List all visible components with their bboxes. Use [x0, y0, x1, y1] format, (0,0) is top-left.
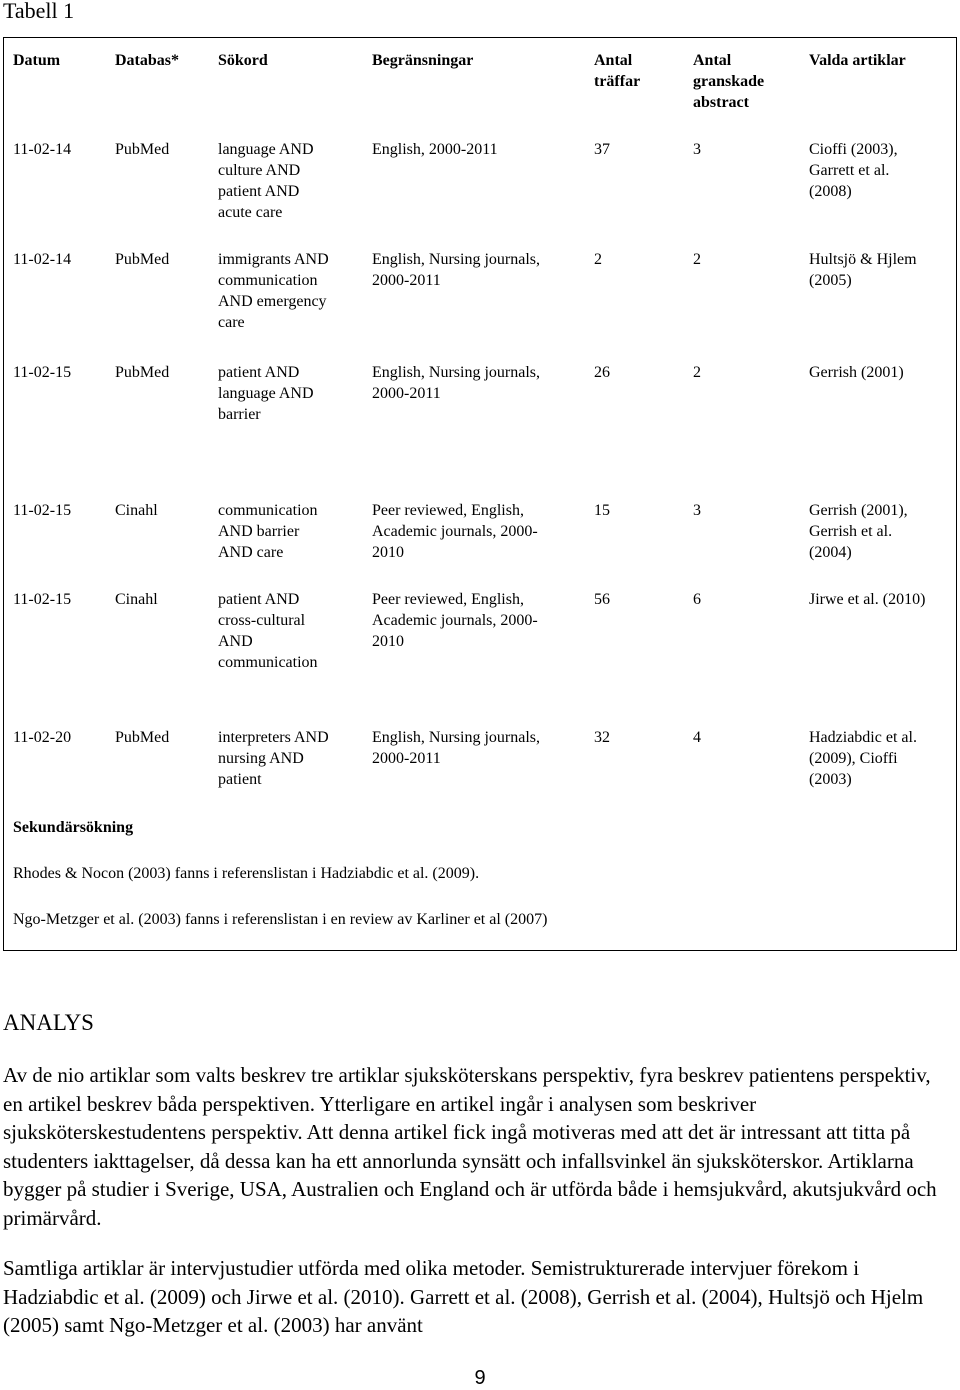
table-cell: 2	[693, 251, 701, 268]
table-cell: 15	[594, 502, 610, 519]
body-paragraph: Av de nio artiklar som valts beskrev tre artiklar sjuksköterskans perspektiv, fyra beskrev patientens perspektiv, en artikel beskrev båda perspektiven. Ytterligare en artikel ingår i analysen som beskriver sjuksköterskestudentens perspektiv. Att denna artikel fick ingå motiveras med att det är intressant att titta på studenters iakttagelser, då dessa kan ha ett annorlunda synsätt och infallsvinkel än sjuksköterskor. Artiklarna bygger på studier i Sverige, USA, Australien och England och är utförda både i hemsjukvård, akutsjukvård och primärvård.	[3, 1063, 937, 1230]
table-cell: immigrants AND communication AND emergency care	[218, 251, 329, 331]
table-cell: patient AND language AND barrier	[218, 364, 314, 423]
table-cell: 11-02-20	[13, 729, 72, 746]
table-cell: Gerrish (2001)	[809, 364, 904, 381]
table-cell: 26	[594, 364, 610, 381]
table-cell: PubMed	[115, 364, 170, 381]
secondary-search-label: Sekundärsökning	[13, 819, 134, 836]
column-header-hits: Antal träffar	[594, 52, 641, 90]
column-header-keywords: Sökord	[218, 52, 268, 69]
column-header-reviewed-abstracts: Antal granskade abstract	[693, 52, 765, 111]
table-cell: Cioffi (2003), Garrett et al. (2008)	[809, 141, 898, 200]
column-header-selected-articles: Valda artiklar	[809, 52, 906, 69]
section-heading: ANALYS	[3, 1010, 94, 1035]
table-cell: 11-02-15	[13, 591, 72, 608]
table-cell: Peer reviewed, English, Academic journals, 2000- 2010	[372, 591, 538, 650]
table-cell: interpreters AND nursing AND patient	[218, 729, 329, 788]
table-cell: English, 2000-2011	[372, 141, 498, 158]
secondary-search-line: Ngo-Metzger et al. (2003) fanns i referenslistan i en review av Karliner et al (2007)	[13, 911, 548, 928]
table-cell: 11-02-15	[13, 364, 72, 381]
table-cell: 3	[693, 502, 701, 519]
table-cell: Peer reviewed, English, Academic journals, 2000- 2010	[372, 502, 538, 561]
table-cell: PubMed	[115, 141, 170, 158]
table-title: Tabell 1	[3, 0, 75, 23]
page-number: 9	[474, 1367, 486, 1389]
table-cell: communication AND barrier AND care	[218, 502, 318, 561]
table-cell: 32	[594, 729, 610, 746]
table-cell: 2	[594, 251, 602, 268]
table-cell: 56	[594, 591, 610, 608]
table-cell: 11-02-14	[13, 141, 72, 158]
table-cell: 2	[693, 364, 701, 381]
table-cell: 11-02-15	[13, 502, 72, 519]
table-cell: Cinahl	[115, 591, 158, 608]
table-cell: patient AND cross-cultural AND communication	[218, 591, 318, 671]
table-cell: PubMed	[115, 251, 170, 268]
table-cell: Hadziabdic et al. (2009), Cioffi (2003)	[809, 729, 917, 788]
table-cell: 3	[693, 141, 701, 158]
column-header-database: Databas*	[115, 52, 180, 69]
table-cell: Hultsjö & Hjlem (2005)	[809, 251, 917, 289]
table-cell: 37	[594, 141, 610, 158]
table-cell: English, Nursing journals, 2000-2011	[372, 364, 540, 402]
body-paragraph: Samtliga artiklar är intervjustudier utförda med olika metoder. Semistrukturerade intervjuer förekom i Hadziabdic et al. (2009) och Jirwe et al. (2010). Garrett et al. (2008), Gerrish et al. (2004), Hultsjö och Hjelm (2005) samt Ngo-Metzger et al. (2003) har använt	[3, 1256, 924, 1337]
table-cell: 11-02-14	[13, 251, 72, 268]
column-header-date: Datum	[13, 52, 61, 69]
table-cell: 4	[693, 729, 701, 746]
table-cell: language AND culture AND patient AND acute care	[218, 141, 314, 221]
table-cell: Cinahl	[115, 502, 158, 519]
table-cell: English, Nursing journals, 2000-2011	[372, 251, 540, 289]
table-cell: 6	[693, 591, 701, 608]
column-header-limitations: Begränsningar	[372, 52, 474, 69]
table-cell: Gerrish (2001), Gerrish et al. (2004)	[809, 502, 908, 561]
secondary-search-line: Rhodes & Nocon (2003) fanns i referenslistan i Hadziabdic et al. (2009).	[13, 865, 480, 882]
table-cell: English, Nursing journals, 2000-2011	[372, 729, 540, 767]
table-cell: Jirwe et al. (2010)	[809, 591, 926, 608]
table-cell: PubMed	[115, 729, 170, 746]
